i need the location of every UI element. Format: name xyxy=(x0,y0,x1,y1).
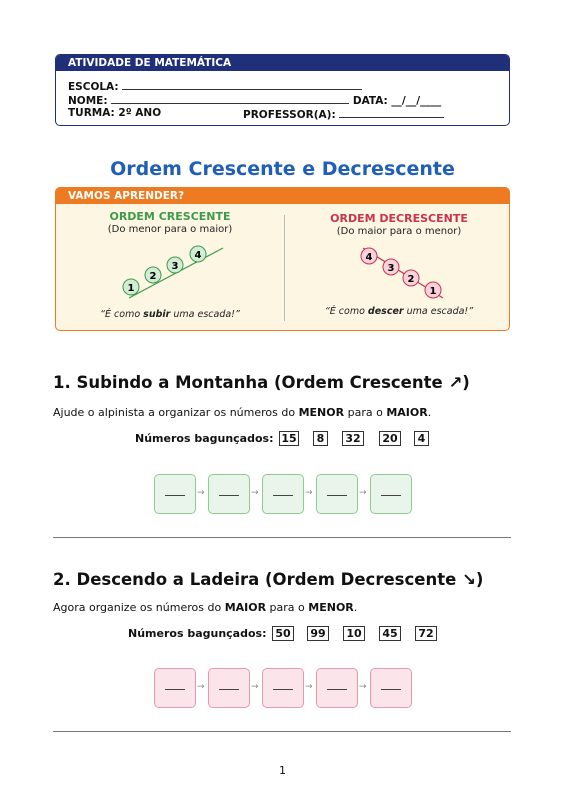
date-label: DATA: xyxy=(352,95,388,107)
descending-subtitle: (Do maior para o menor) xyxy=(336,226,462,237)
section-divider xyxy=(53,731,511,732)
section1-answer-slot[interactable] xyxy=(316,474,358,514)
descending-title: ORDEM DECRESCENTE xyxy=(330,212,468,225)
section1-number-box: 15 xyxy=(279,431,299,446)
ascending-circle xyxy=(167,257,183,273)
name-label: NOME: xyxy=(68,95,108,107)
section1-answer-slot[interactable] xyxy=(208,474,250,514)
header-box xyxy=(55,54,510,126)
section2-instructions: Agora organize os números do MAIOR para o MENOR. xyxy=(53,601,358,614)
teacher-line xyxy=(243,107,444,121)
section1-answer-slot[interactable] xyxy=(154,474,196,514)
section-divider xyxy=(53,537,511,538)
teacher-field[interactable] xyxy=(339,107,444,118)
arrow-icon: → xyxy=(305,488,313,498)
section1-instructions: Ajude o alpinista a organizar os números do MENOR para o MAIOR. xyxy=(53,406,432,419)
descending-quote: “É como descer uma escada!” xyxy=(324,306,474,317)
arrow-icon: → xyxy=(359,682,367,692)
name-line xyxy=(68,93,441,107)
name-field[interactable] xyxy=(111,93,349,104)
descending-circle xyxy=(383,259,399,275)
ascending-circle-label: 4 xyxy=(194,250,202,261)
descending-circle xyxy=(361,248,377,264)
section2-answer-slot[interactable] xyxy=(154,668,196,708)
ascending-circle xyxy=(123,279,139,295)
descending-circle-label: 4 xyxy=(365,252,373,263)
ascending-circle-label: 3 xyxy=(171,261,179,272)
section2-answer-slot[interactable] xyxy=(262,668,304,708)
section1-number-box: 4 xyxy=(414,431,429,446)
school-line xyxy=(68,79,362,93)
section2-number-box: 50 xyxy=(272,626,294,641)
descending-stairs-illustration xyxy=(351,243,451,303)
arrow-icon: → xyxy=(197,488,205,498)
learn-bar-title: VAMOS APRENDER? xyxy=(56,188,509,204)
descending-circle-label: 2 xyxy=(407,274,415,285)
section1-numbers-label: Números bagunçados: xyxy=(135,432,274,445)
arrow-icon: → xyxy=(197,682,205,692)
page-title: Ordem Crescente e Decrescente xyxy=(110,158,455,180)
school-field[interactable] xyxy=(122,79,362,90)
descending-circle-label: 1 xyxy=(429,286,437,297)
section2-number-box: 99 xyxy=(307,626,329,641)
section2-title: 2. Descendo a Ladeira (Ordem Decrescente ↘) xyxy=(53,570,484,589)
header-title: ATIVIDADE DE MATEMÁTICA xyxy=(56,55,509,71)
ascending-circle xyxy=(145,267,161,283)
ascending-quote: “É como subir uma escada!” xyxy=(100,309,240,320)
descending-circle xyxy=(425,282,441,298)
arrow-icon: → xyxy=(305,682,313,692)
ascending-circle-label: 2 xyxy=(149,271,157,282)
descending-circle-label: 3 xyxy=(387,263,395,274)
section2-number-box: 10 xyxy=(343,626,365,641)
section2-number-box: 45 xyxy=(379,626,401,641)
section2-number-box: 72 xyxy=(415,626,437,641)
section1-number-box: 8 xyxy=(313,431,328,446)
teacher-label: PROFESSOR(A): xyxy=(243,109,336,121)
arrow-icon: → xyxy=(251,682,259,692)
section2-answer-slot[interactable] xyxy=(208,668,250,708)
section2-numbers-label: Números bagunçados: xyxy=(128,627,267,640)
date-field[interactable]: __/__/____ xyxy=(391,95,442,107)
section1-number-box: 32 xyxy=(342,431,364,446)
section1-answer-slot[interactable] xyxy=(370,474,412,514)
ascending-title: ORDEM CRESCENTE xyxy=(109,210,231,223)
ascending-stairs-illustration xyxy=(111,240,231,305)
section1-answer-slot[interactable] xyxy=(262,474,304,514)
arrow-icon: → xyxy=(251,488,259,498)
class-label: TURMA: 2º ANO xyxy=(68,107,162,119)
learn-box xyxy=(55,187,510,331)
section1-title: 1. Subindo a Montanha (Ordem Crescente ↗) xyxy=(53,373,470,392)
descending-circle xyxy=(403,270,419,286)
arrow-icon: → xyxy=(359,488,367,498)
school-label: ESCOLA: xyxy=(68,81,119,93)
ascending-circle xyxy=(190,246,206,262)
section2-answer-slot[interactable] xyxy=(370,668,412,708)
section1-number-box: 20 xyxy=(379,431,401,446)
page-number: 1 xyxy=(279,764,286,777)
section2-answer-slot[interactable] xyxy=(316,668,358,708)
ascending-circle-label: 1 xyxy=(127,283,135,294)
ascending-subtitle: (Do menor para o maior) xyxy=(107,224,233,235)
